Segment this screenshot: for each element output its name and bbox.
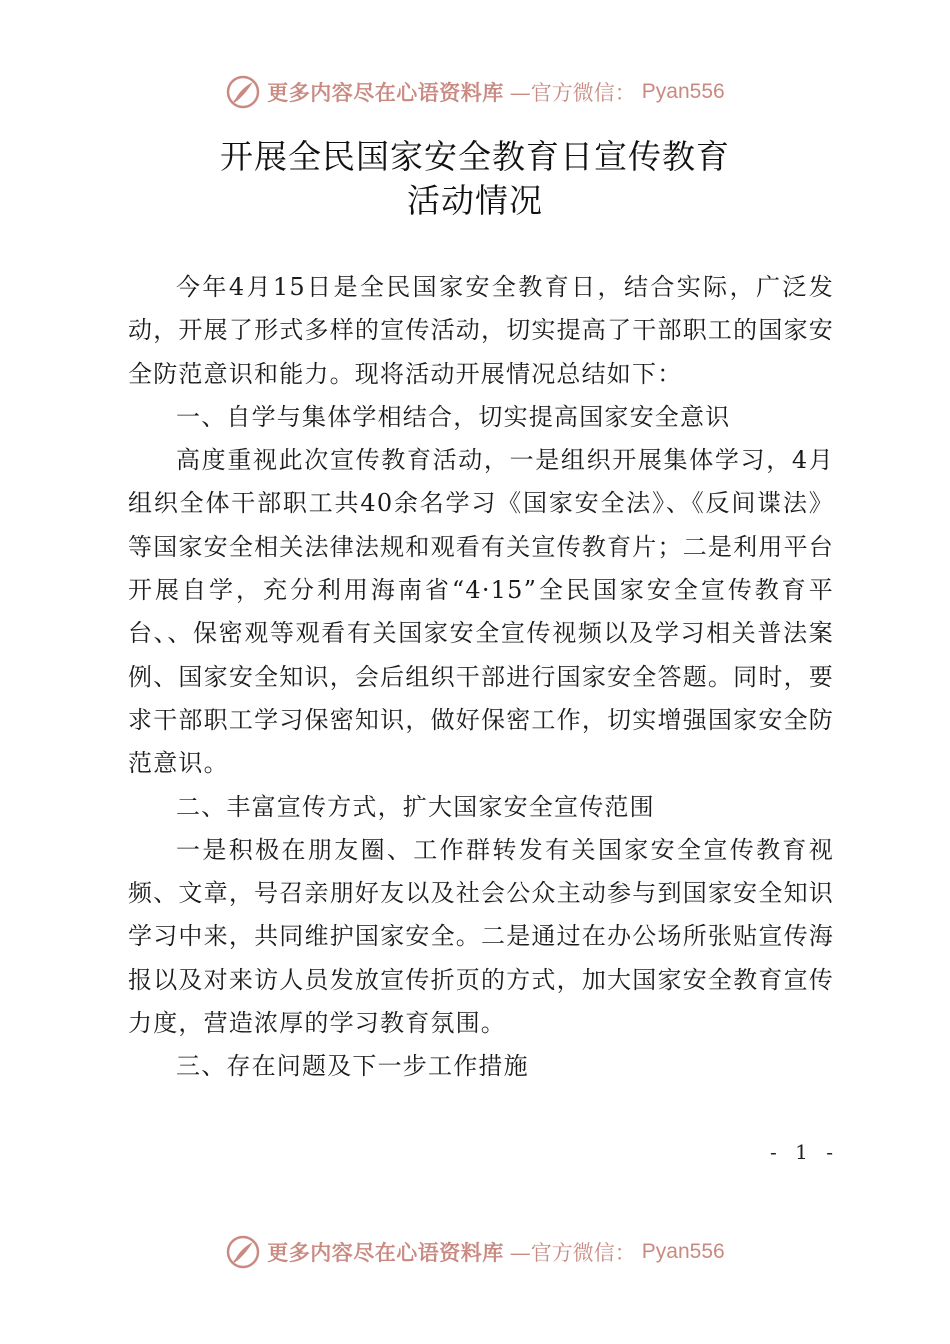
watermark-footer bbox=[0, 1232, 950, 1272]
quill-pen-logo-icon bbox=[225, 74, 261, 110]
title-line-1: 开展全民国家安全教育日宣传教育 bbox=[220, 137, 730, 176]
watermark-main-text: 更多内容尽在心语资料库 bbox=[267, 1240, 504, 1265]
watermark-sub-text: —官方微信： bbox=[509, 1241, 636, 1265]
section-heading-3: 三、存在问题及下一步工作措施 bbox=[176, 1052, 529, 1081]
page-number: - 1 - bbox=[770, 1140, 839, 1164]
paragraph-section-1: 高度重视此次宣传教育活动，一是组织开展集体学习，4月组织全体干部职工共40余名学习《国家安全法》、《反间谍法》等国家安全相关法律法规和观看有关宣传教育片；二是利用平台开展自学，充分利用海南省“4·15”全民国家安全宣传教育平台、、保密观等观看有关国家安全宣传视频以及学习相关普法案例、国家安全知识，会后组织干部进行国家安全答题。同时，要求干部职工学习保密知识，做好保密工作，切实增强国家安全防范意识。 bbox=[128, 446, 834, 778]
section-heading-1: 一、自学与集体学相结合，切实提高国家安全意识 bbox=[176, 402, 731, 431]
watermark-id-text: Pyan556 bbox=[641, 80, 725, 103]
paragraph-section-2: 一是积极在朋友圈、工作群转发有关国家安全宣传教育视频、文章，号召亲朋好友以及社会公众主动参与到国家安全知识学习中来，共同维护国家安全。二是通过在办公场所张贴宣传海报以及对来访人员发放宣传折页的方式，加大国家安全教育宣传力度，营造浓厚的学习教育氛围。 bbox=[128, 835, 834, 1038]
watermark-header bbox=[0, 72, 950, 112]
document-title bbox=[0, 135, 950, 223]
document-body bbox=[128, 266, 834, 1089]
watermark-main-text: 更多内容尽在心语资料库 bbox=[267, 80, 504, 105]
section-heading-2: 二、丰富宣传方式，扩大国家安全宣传范围 bbox=[176, 792, 655, 821]
quill-pen-logo-icon bbox=[225, 1234, 261, 1270]
watermark-sub-text: —官方微信： bbox=[509, 81, 636, 105]
watermark-id-text: Pyan556 bbox=[641, 1240, 725, 1263]
paragraph-intro: 今年4月15日是全民国家安全教育日，结合实际，广泛发动，开展了形式多样的宣传活动，切实提高了干部职工的国家安全防范意识和能力。现将活动开展情况总结如下： bbox=[128, 273, 834, 388]
title-line-2: 活动情况 bbox=[407, 181, 543, 220]
